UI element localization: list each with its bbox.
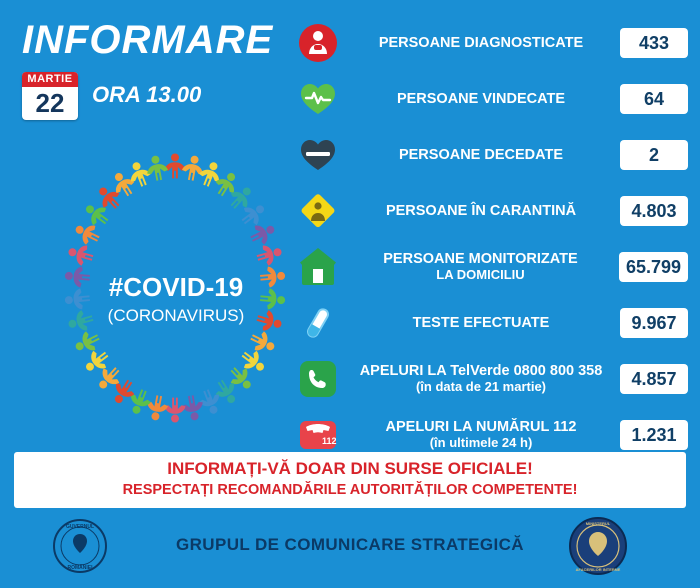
stat-value: 64 bbox=[620, 84, 688, 114]
stat-label: TESTE EFECTUATE bbox=[412, 315, 550, 331]
stat-row bbox=[296, 16, 688, 70]
heart-grave-icon bbox=[296, 133, 340, 177]
stat-row bbox=[296, 352, 688, 406]
page-title: INFORMARE bbox=[22, 18, 274, 62]
stat-label: APELURI LA TelVerde 0800 800 358 (în data de 21 martie) bbox=[340, 363, 614, 395]
stat-row bbox=[296, 72, 688, 126]
banner-line-1: INFORMAȚI-VĂ DOAR DIN SURSE OFICIALE! bbox=[167, 459, 533, 478]
svg-text:112: 112 bbox=[322, 436, 337, 446]
footer-organization: GRUPUL DE COMUNICARE STRATEGICĂ bbox=[175, 535, 524, 554]
home-green-icon bbox=[296, 245, 340, 289]
stat-label: PERSOANE ÎN CARANTINĂ bbox=[385, 203, 577, 219]
date-month: MARTIE bbox=[22, 72, 78, 87]
heart-pulse-green-icon bbox=[296, 77, 340, 121]
stat-value: 9.967 bbox=[620, 308, 688, 338]
covid-caption bbox=[78, 272, 274, 326]
quarantine-sign-icon bbox=[296, 189, 340, 233]
stat-label: PERSOANE MONITORIZATE LA DOMICILIU bbox=[340, 251, 613, 283]
hour-label: ORA 13.00 bbox=[92, 82, 202, 107]
stat-sublabel: (în data de 21 martie) bbox=[415, 379, 547, 394]
date-day: 22 bbox=[35, 88, 65, 118]
stat-value: 1.231 bbox=[620, 420, 688, 450]
stat-value: 65.799 bbox=[619, 252, 688, 282]
test-tube-icon bbox=[296, 301, 340, 345]
covid-subtitle: (CORONAVIRUS) bbox=[107, 306, 245, 325]
phone-112-red-icon bbox=[296, 413, 340, 457]
person-sick-icon bbox=[296, 21, 340, 65]
stat-label: PERSOANE DECEDATE bbox=[398, 147, 564, 163]
svg-text:GUVERNUL: GUVERNUL bbox=[65, 524, 95, 530]
stat-value: 433 bbox=[620, 28, 688, 58]
stat-value: 4.857 bbox=[620, 364, 688, 394]
stat-sublabel: (în ultimele 24 h) bbox=[429, 435, 533, 450]
phone-green-icon bbox=[296, 357, 340, 401]
date-badge bbox=[22, 72, 78, 120]
covid-title: #COVID-19 bbox=[108, 272, 244, 302]
stat-sublabel: LA DOMICILIU bbox=[436, 267, 525, 282]
banner-line-2: RESPECTAȚI RECOMANDĂRILE AUTORITĂȚILOR COMPETENTE! bbox=[122, 482, 578, 498]
stat-value: 2 bbox=[620, 140, 688, 170]
stat-label: PERSOANE DIAGNOSTICATE bbox=[378, 35, 584, 51]
stat-label: PERSOANE VINDECATE bbox=[396, 91, 566, 107]
official-sources-banner bbox=[14, 452, 686, 508]
stat-row bbox=[296, 184, 688, 238]
stats-list bbox=[296, 16, 688, 464]
stat-value: 4.803 bbox=[620, 196, 688, 226]
stat-row bbox=[296, 128, 688, 182]
stat-label: APELURI LA NUMĂRUL 112 (în ultimele 24 h) bbox=[340, 419, 614, 451]
svg-text:MINISTERUL: MINISTERUL bbox=[585, 521, 611, 526]
svg-text:AFACERILOR INTERNE: AFACERILOR INTERNE bbox=[575, 567, 621, 572]
svg-text:ROMÂNIEI: ROMÂNIEI bbox=[67, 565, 93, 571]
stat-row bbox=[296, 240, 688, 294]
stat-row bbox=[296, 296, 688, 350]
